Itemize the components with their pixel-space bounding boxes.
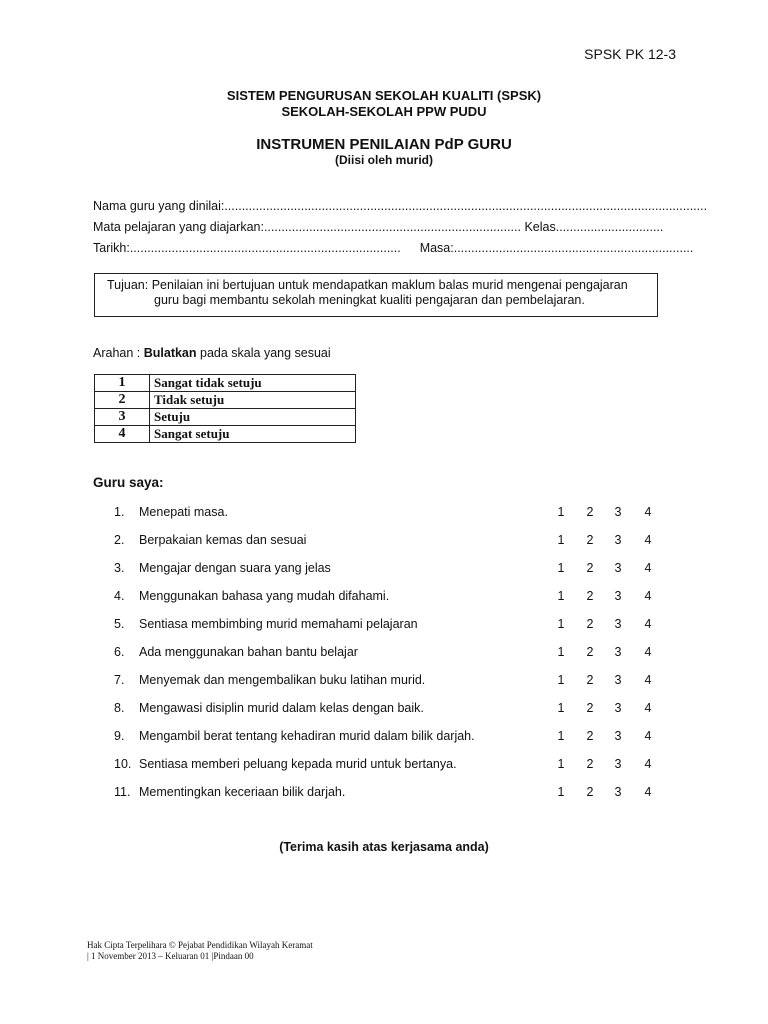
question-item xyxy=(114,645,358,659)
question-text: Ada menggunakan bahan bantu belajar xyxy=(139,645,358,659)
score-option[interactable]: 3 xyxy=(614,589,622,603)
question-number: 3. xyxy=(114,561,125,575)
question-number: 6. xyxy=(114,645,125,659)
question-text: Menggunakan bahasa yang mudah difahami. xyxy=(139,589,390,603)
date-time-field[interactable] xyxy=(93,241,693,255)
score-option[interactable]: 1 xyxy=(557,673,565,687)
score-option[interactable]: 2 xyxy=(586,757,594,771)
teacher-name-label: Nama guru yang dinilai: xyxy=(93,199,225,213)
score-option[interactable]: 4 xyxy=(644,561,652,575)
score-option[interactable]: 2 xyxy=(586,785,594,799)
scale-number: 4 xyxy=(95,426,150,443)
score-option[interactable]: 4 xyxy=(644,645,652,659)
thanks-note: (Terima kasih atas kerjasama anda) xyxy=(279,840,489,854)
scale-number: 3 xyxy=(95,409,150,426)
score-option[interactable]: 4 xyxy=(644,729,652,743)
footer-release: | 1 November 2013 – Keluaran 01 |Pindaan 00 xyxy=(87,951,254,961)
scale-number: 2 xyxy=(95,392,150,409)
instruction-bold: Bulatkan xyxy=(143,346,197,360)
teacher-name-field[interactable] xyxy=(93,199,707,213)
score-option[interactable]: 2 xyxy=(586,729,594,743)
subject-field[interactable] xyxy=(93,220,663,234)
score-option[interactable]: 1 xyxy=(557,589,565,603)
score-option[interactable]: 4 xyxy=(644,785,652,799)
question-text: Sentiasa memberi peluang kepada murid untuk bertanya. xyxy=(139,757,457,771)
score-option[interactable]: 4 xyxy=(644,617,652,631)
score-option[interactable]: 3 xyxy=(614,729,622,743)
scale-row xyxy=(95,392,356,409)
scale-number: 1 xyxy=(95,375,150,392)
form-subtitle: (Diisi oleh murid) xyxy=(334,153,433,167)
scale-row xyxy=(95,375,356,392)
class-label: Kelas xyxy=(524,220,556,234)
score-option[interactable]: 1 xyxy=(557,757,565,771)
question-item xyxy=(114,785,345,799)
question-number: 8. xyxy=(114,701,125,715)
scale-label: Tidak setuju xyxy=(150,392,356,409)
score-option[interactable]: 1 xyxy=(557,729,565,743)
question-text: Mementingkan keceriaan bilik darjah. xyxy=(139,785,346,799)
score-option[interactable]: 1 xyxy=(557,617,565,631)
question-item xyxy=(114,561,331,575)
time-blank[interactable]: ..................................................................... xyxy=(453,241,694,255)
score-option[interactable]: 4 xyxy=(644,533,652,547)
purpose-line-2: guru bagi membantu sekolah meningkat kualiti pengajaran dan pembelajaran. xyxy=(154,293,585,307)
score-option[interactable]: 1 xyxy=(557,701,565,715)
score-option[interactable]: 1 xyxy=(557,561,565,575)
date-blank[interactable]: .............................................................................. xyxy=(129,241,401,255)
score-option[interactable]: 3 xyxy=(614,617,622,631)
score-option[interactable]: 4 xyxy=(644,505,652,519)
question-item xyxy=(114,729,475,743)
purpose-box xyxy=(94,273,658,317)
scale-label: Setuju xyxy=(150,409,356,426)
score-option[interactable]: 2 xyxy=(586,617,594,631)
question-text: Mengambil berat tentang kehadiran murid dalam bilik darjah. xyxy=(139,729,475,743)
score-option[interactable]: 4 xyxy=(644,589,652,603)
footer-copyright: Hak Cipta Terpelihara © Pejabat Pendidikan Wilayah Keramat xyxy=(87,940,313,950)
score-option[interactable]: 3 xyxy=(614,757,622,771)
org-subtitle: SEKOLAH-SEKOLAH PPW PUDU xyxy=(281,104,487,119)
question-number: 5. xyxy=(114,617,125,631)
teacher-name-blank[interactable]: ........................................................................................................................................... xyxy=(224,199,708,213)
form-title: INSTRUMEN PENILAIAN PdP GURU xyxy=(256,136,512,153)
question-text: Berpakaian kemas dan sesuai xyxy=(139,533,307,547)
score-option[interactable]: 3 xyxy=(614,561,622,575)
question-item xyxy=(114,617,418,631)
score-option[interactable]: 2 xyxy=(586,673,594,687)
score-option[interactable]: 2 xyxy=(586,533,594,547)
score-option[interactable]: 3 xyxy=(614,505,622,519)
question-text: Mengajar dengan suara yang jelas xyxy=(139,561,331,575)
instruction-prefix: Arahan : xyxy=(93,346,144,360)
score-option[interactable]: 3 xyxy=(614,701,622,715)
score-option[interactable]: 2 xyxy=(586,589,594,603)
question-number: 4. xyxy=(114,589,125,603)
score-option[interactable]: 1 xyxy=(557,785,565,799)
score-option[interactable]: 2 xyxy=(586,645,594,659)
question-item xyxy=(114,589,389,603)
question-item xyxy=(114,533,306,547)
question-text: Mengawasi disiplin murid dalam kelas dengan baik. xyxy=(139,701,424,715)
scale-label: Sangat tidak setuju xyxy=(150,375,356,392)
score-option[interactable]: 2 xyxy=(586,561,594,575)
question-number: 11. xyxy=(114,785,131,799)
question-number: 9. xyxy=(114,729,125,743)
score-option[interactable]: 4 xyxy=(644,673,652,687)
question-item xyxy=(114,757,457,771)
question-number: 10. xyxy=(114,757,132,771)
score-option[interactable]: 3 xyxy=(614,673,622,687)
subject-label: Mata pelajaran yang diajarkan: xyxy=(93,220,264,234)
class-blank[interactable]: ............................... xyxy=(555,220,664,234)
question-number: 7. xyxy=(114,673,125,687)
question-item xyxy=(114,673,425,687)
scale-legend-table xyxy=(94,374,356,443)
question-item xyxy=(114,701,424,715)
score-option[interactable]: 3 xyxy=(614,533,622,547)
org-title: SISTEM PENGURUSAN SEKOLAH KUALITI (SPSK) xyxy=(226,88,542,103)
score-option[interactable]: 3 xyxy=(614,785,622,799)
question-text: Menepati masa. xyxy=(139,505,228,519)
purpose-line-1: Tujuan: Penilaian ini bertujuan untuk mendapatkan maklum balas murid mengenai pengajaran xyxy=(107,278,628,292)
score-option[interactable]: 1 xyxy=(557,505,565,519)
question-text: Menyemak dan mengembalikan buku latihan murid. xyxy=(139,673,426,687)
instruction xyxy=(93,346,331,360)
score-option[interactable]: 1 xyxy=(557,645,565,659)
score-option[interactable]: 4 xyxy=(644,701,652,715)
time-label: Masa: xyxy=(419,241,454,255)
instruction-suffix: pada skala yang sesuai xyxy=(196,346,331,360)
score-option[interactable]: 2 xyxy=(586,701,594,715)
date-label: Tarikh: xyxy=(93,241,130,255)
question-number: 1. xyxy=(114,505,125,519)
question-item xyxy=(114,505,228,519)
question-number: 2. xyxy=(114,533,125,547)
score-option[interactable]: 4 xyxy=(644,757,652,771)
scale-label: Sangat setuju xyxy=(150,426,356,443)
scale-row xyxy=(95,409,356,426)
question-text: Sentiasa membimbing murid memahami pelajaran xyxy=(139,617,418,631)
section-title: Guru saya: xyxy=(93,475,164,490)
score-option[interactable]: 2 xyxy=(586,505,594,519)
subject-blank[interactable]: .......................................................................... xyxy=(263,220,521,234)
score-option[interactable]: 3 xyxy=(614,645,622,659)
score-option[interactable]: 1 xyxy=(557,533,565,547)
document-code: SPSK PK 12-3 xyxy=(584,46,676,62)
scale-row xyxy=(95,426,356,443)
